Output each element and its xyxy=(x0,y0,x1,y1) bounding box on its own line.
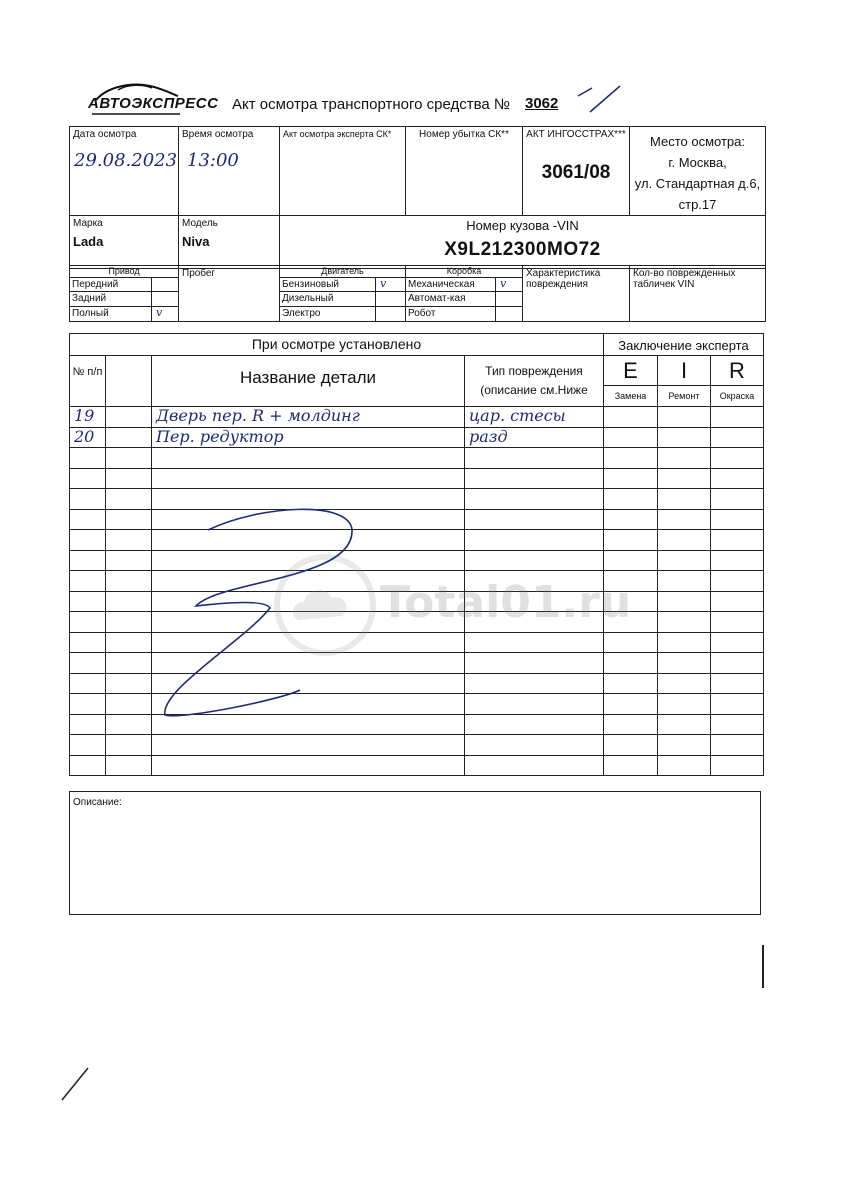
table-cell[interactable] xyxy=(70,673,106,694)
table-row[interactable] xyxy=(70,694,764,715)
engine-header: Двигатель xyxy=(280,266,406,278)
table-cell[interactable] xyxy=(604,632,658,653)
table-cell[interactable] xyxy=(106,612,152,633)
table-cell[interactable] xyxy=(465,735,604,756)
table-row[interactable] xyxy=(70,448,764,469)
table-cell[interactable] xyxy=(465,509,604,530)
table-cell[interactable] xyxy=(70,489,106,510)
table-cell[interactable] xyxy=(70,735,106,756)
table-cell[interactable] xyxy=(152,509,465,530)
col-i-sub: Ремонт xyxy=(658,386,711,407)
description-label: Описание: xyxy=(73,797,122,808)
drive-option-rear: Задний xyxy=(70,292,152,307)
expert-act-cell[interactable] xyxy=(280,127,406,216)
gearbox-option-robot: Робот xyxy=(406,307,496,322)
table-cell[interactable] xyxy=(658,694,711,715)
table-cell[interactable] xyxy=(604,530,658,551)
table-cell[interactable] xyxy=(604,448,658,469)
model-label: Модель xyxy=(182,218,218,229)
vehicle-spec-table xyxy=(69,265,766,322)
date-label: Дата осмотра xyxy=(73,129,137,140)
model-value: Niva xyxy=(182,234,210,249)
table-cell[interactable] xyxy=(711,489,764,510)
table-cell[interactable] xyxy=(465,714,604,735)
damage-char-cell[interactable] xyxy=(523,266,630,322)
table-cell[interactable] xyxy=(70,509,106,530)
margin-stroke xyxy=(62,1068,88,1100)
engine-check-electric[interactable] xyxy=(376,307,406,322)
table-cell[interactable] xyxy=(106,632,152,653)
table-cell[interactable] xyxy=(70,612,106,633)
engine-option-electric: Электро xyxy=(280,307,376,322)
table-cell[interactable] xyxy=(70,530,106,551)
table-cell[interactable] xyxy=(604,653,658,674)
brand-label: Марка xyxy=(73,218,103,229)
row-number: 19 xyxy=(74,406,95,425)
col-blank-header xyxy=(106,356,152,407)
table-row[interactable] xyxy=(70,530,764,551)
place-label: Место осмотра: xyxy=(650,134,745,149)
table-cell[interactable] xyxy=(152,468,465,489)
col-part-header: Название детали xyxy=(152,356,465,407)
table-cell[interactable] xyxy=(70,468,106,489)
table-cell[interactable] xyxy=(465,489,604,510)
table-cell[interactable] xyxy=(658,468,711,489)
table-cell[interactable] xyxy=(711,571,764,592)
table-cell[interactable] xyxy=(711,632,764,653)
table-cell[interactable] xyxy=(711,612,764,633)
vin-value: X9L212300MO72 xyxy=(444,239,601,260)
table-cell[interactable] xyxy=(658,612,711,633)
mileage-cell[interactable] xyxy=(179,266,280,322)
table-cell[interactable] xyxy=(106,509,152,530)
table-cell[interactable] xyxy=(604,694,658,715)
table-cell[interactable] xyxy=(70,653,106,674)
table-cell[interactable] xyxy=(106,468,152,489)
table-cell[interactable] xyxy=(106,673,152,694)
table-cell[interactable] xyxy=(465,448,604,469)
table-cell[interactable] xyxy=(658,673,711,694)
engine-check-petrol[interactable] xyxy=(376,278,406,292)
table-cell[interactable] xyxy=(70,550,106,571)
table-cell[interactable] xyxy=(658,530,711,551)
table-cell[interactable] xyxy=(658,489,711,510)
date-cell[interactable] xyxy=(70,127,179,216)
logo-text: АВТОЭКСПРЕСС xyxy=(88,95,219,112)
table-cell[interactable] xyxy=(70,755,106,776)
table-cell[interactable] xyxy=(70,694,106,715)
loss-number-label: Номер убытка СК** xyxy=(419,129,509,140)
table-row[interactable] xyxy=(70,735,764,756)
table-cell[interactable] xyxy=(106,489,152,510)
table-cell[interactable] xyxy=(106,694,152,715)
table-cell[interactable] xyxy=(70,448,106,469)
conclusion-title-cell xyxy=(604,334,764,356)
table-cell[interactable] xyxy=(152,448,465,469)
table-cell[interactable] xyxy=(658,571,711,592)
time-label: Время осмотра xyxy=(182,129,254,140)
table-cell[interactable] xyxy=(465,673,604,694)
table-cell[interactable] xyxy=(106,448,152,469)
gearbox-option-auto: Автомат-кая xyxy=(406,292,496,307)
drive-option-full: Полный xyxy=(70,307,152,322)
table-cell[interactable] xyxy=(711,530,764,551)
table-row[interactable] xyxy=(70,714,764,735)
description-box[interactable] xyxy=(69,791,761,915)
table-cell[interactable] xyxy=(152,694,465,715)
brand-cell[interactable] xyxy=(70,216,179,269)
table-cell[interactable] xyxy=(106,735,152,756)
row-damage-type: цар. стесы xyxy=(469,406,566,425)
table-cell[interactable] xyxy=(711,591,764,612)
table-row[interactable] xyxy=(70,489,764,510)
col-i-header: I xyxy=(658,356,711,386)
ingos-act-cell[interactable] xyxy=(523,127,630,216)
time-cell[interactable] xyxy=(179,127,280,216)
table-cell[interactable] xyxy=(465,468,604,489)
col-r-sub: Окраска xyxy=(711,386,764,407)
table-cell[interactable] xyxy=(711,653,764,674)
table-cell[interactable] xyxy=(152,735,465,756)
vin-label: Номер кузова -VIN xyxy=(466,218,579,233)
vin-plates-cell[interactable] xyxy=(630,266,766,322)
gearbox-option-manual: Механическая xyxy=(406,278,496,292)
date-value: 29.08.2023 xyxy=(74,150,178,171)
place-city: г. Москва, xyxy=(668,155,727,170)
table-cell[interactable] xyxy=(465,694,604,715)
place-cell xyxy=(630,127,766,216)
col-e-header: E xyxy=(604,356,658,386)
table-row[interactable] xyxy=(70,755,764,776)
table-cell[interactable] xyxy=(106,550,152,571)
brand-value: Lada xyxy=(73,234,104,249)
gearbox-check-manual[interactable] xyxy=(496,278,523,292)
table-cell[interactable] xyxy=(465,755,604,776)
row-damage-type: разд xyxy=(469,427,508,446)
model-cell[interactable] xyxy=(179,216,280,269)
col-r-header: R xyxy=(711,356,764,386)
row-part-name: Дверь пер. R + молдинг xyxy=(156,406,360,425)
table-cell[interactable] xyxy=(711,673,764,694)
vin-cell[interactable] xyxy=(280,216,766,269)
damage-char-label: Характеристика повреждения xyxy=(526,268,601,290)
table-cell[interactable] xyxy=(70,591,106,612)
gearbox-check-robot[interactable] xyxy=(496,307,523,322)
table-cell[interactable] xyxy=(658,735,711,756)
section-title: При осмотре установлено xyxy=(251,336,422,352)
drive-check-rear[interactable] xyxy=(152,292,179,307)
table-row[interactable] xyxy=(70,407,764,428)
table-cell[interactable] xyxy=(152,673,465,694)
watermark-text: Total01.ru xyxy=(380,577,632,628)
table-cell[interactable] xyxy=(70,571,106,592)
col-damage-header: Тип повреждения (описание см.Ниже xyxy=(465,356,604,407)
table-cell[interactable] xyxy=(658,509,711,530)
table-cell[interactable] xyxy=(711,755,764,776)
col-e-sub: Замена xyxy=(604,386,658,407)
drive-header: Привод xyxy=(70,266,179,278)
gearbox-header: Коробка xyxy=(406,266,523,278)
table-cell[interactable] xyxy=(604,468,658,489)
time-value: 13:00 xyxy=(187,150,239,171)
table-cell[interactable] xyxy=(70,714,106,735)
vehicle-info-table xyxy=(69,126,766,269)
document-number: 3062 xyxy=(525,95,559,112)
table-row[interactable] xyxy=(70,673,764,694)
table-cell[interactable] xyxy=(152,755,465,776)
ingos-act-value: 3061/08 xyxy=(541,162,611,183)
ingos-act-label: АКТ ИНГОССТРАХ*** xyxy=(526,129,626,140)
table-cell[interactable] xyxy=(604,509,658,530)
conclusion-title: Заключение эксперта xyxy=(618,338,749,353)
mileage-label: Пробег xyxy=(182,268,216,279)
table-row[interactable] xyxy=(70,428,764,448)
table-cell[interactable] xyxy=(106,530,152,551)
drive-option-front: Передний xyxy=(70,278,152,292)
table-row[interactable] xyxy=(70,468,764,489)
section-title-cell xyxy=(70,334,604,356)
table-cell[interactable] xyxy=(106,714,152,735)
table-cell[interactable] xyxy=(658,755,711,776)
place-street: ул. Стандартная д.6, xyxy=(634,176,761,191)
document-title: Акт осмотра транспортного средства № xyxy=(232,96,511,113)
engine-option-diesel: Дизельный xyxy=(280,292,376,307)
table-cell[interactable] xyxy=(658,591,711,612)
table-cell[interactable] xyxy=(711,468,764,489)
table-cell[interactable] xyxy=(711,509,764,530)
table-cell[interactable] xyxy=(604,755,658,776)
table-row[interactable] xyxy=(70,509,764,530)
gearbox-check-auto[interactable] xyxy=(496,292,523,307)
table-cell[interactable] xyxy=(106,571,152,592)
table-cell[interactable] xyxy=(658,714,711,735)
row-number: 20 xyxy=(74,427,95,446)
table-cell[interactable] xyxy=(106,591,152,612)
check-mark: v xyxy=(156,306,163,319)
col-num-header: № п/п xyxy=(70,356,106,407)
table-cell[interactable] xyxy=(70,632,106,653)
table-cell[interactable] xyxy=(106,653,152,674)
check-mark: v xyxy=(380,277,387,290)
vin-plates-label: Кол-во поврежденных табличек VIN xyxy=(633,268,736,290)
table-cell[interactable] xyxy=(604,673,658,694)
table-cell[interactable] xyxy=(106,755,152,776)
table-cell[interactable] xyxy=(465,530,604,551)
row-part-name: Пер. редуктор xyxy=(156,427,284,446)
table-cell[interactable] xyxy=(152,714,465,735)
engine-option-petrol: Бензиновый xyxy=(280,278,376,292)
table-cell[interactable] xyxy=(711,735,764,756)
place-building: стр.17 xyxy=(678,197,717,212)
loss-number-cell[interactable] xyxy=(406,127,523,216)
table-cell[interactable] xyxy=(711,694,764,715)
table-cell[interactable] xyxy=(152,489,465,510)
table-cell[interactable] xyxy=(711,714,764,735)
table-cell[interactable] xyxy=(152,530,465,551)
table-cell[interactable] xyxy=(604,735,658,756)
check-mark: v xyxy=(500,277,507,290)
table-cell[interactable] xyxy=(604,550,658,571)
table-cell[interactable] xyxy=(658,550,711,571)
drive-check-full[interactable] xyxy=(152,307,179,322)
table-cell[interactable] xyxy=(604,714,658,735)
table-cell[interactable] xyxy=(658,653,711,674)
drive-check-front[interactable] xyxy=(152,278,179,292)
table-cell[interactable] xyxy=(711,448,764,469)
header-slash-marks xyxy=(578,86,620,112)
table-cell[interactable] xyxy=(711,550,764,571)
table-cell[interactable] xyxy=(604,489,658,510)
engine-check-diesel[interactable] xyxy=(376,292,406,307)
table-cell[interactable] xyxy=(658,448,711,469)
table-cell[interactable] xyxy=(658,632,711,653)
expert-act-label: Акт осмотра эксперта СК* xyxy=(283,129,392,139)
